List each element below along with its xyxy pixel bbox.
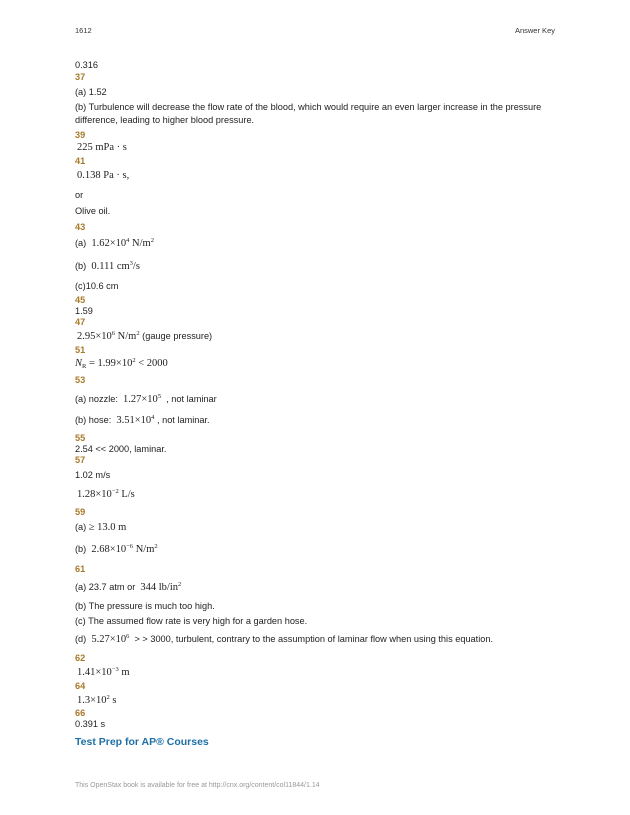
problem-number-53: 53	[75, 375, 86, 385]
answer-39: 225 mPa · s	[77, 142, 127, 153]
problem-number-55: 55	[75, 433, 86, 443]
answer-37b: (b) Turbulence will decrease the flow rate of the blood, which would require an even larger increase in the pressure difference, leading to higher blood pressure.	[75, 102, 542, 125]
answer-57-flow: $1.28\times 10^{-2}$ L/s	[77, 488, 135, 500]
answer-53b-value: $3.51\times 10^4$	[116, 414, 155, 426]
answer-59b-label: (b)	[75, 544, 87, 554]
problem-number-66: 66	[75, 708, 86, 718]
answer-61b: (b) The pressure is much too high.	[75, 601, 215, 611]
page-number: 1612	[75, 26, 92, 35]
answer-43b-value: 0.111 $cm^3/s$	[91, 260, 140, 272]
problem-number-43: 43	[75, 222, 86, 232]
answer-53b	[75, 415, 210, 426]
answer-61d-tail: > > 3000, turbulent, contrary to the assumption of laminar flow when using this equation.	[134, 634, 494, 644]
answer-37a: (a) 1.52	[75, 87, 107, 97]
problem-number-57: 57	[75, 455, 86, 465]
problem-number-37: 37	[75, 72, 86, 82]
answer-61c: (c) The assumed flow rate is very high for a garden hose.	[75, 616, 308, 626]
page-footer: This OpenStax book is available for free at http://cnx.org/content/col11844/1.14	[75, 782, 320, 789]
problem-number-39: 39	[75, 130, 86, 140]
answer-61a-value: 344 $lb/in^2$	[140, 581, 182, 593]
answer-61a	[75, 582, 181, 593]
answer-53a	[75, 394, 217, 405]
answer-47-note: (gauge pressure)	[142, 331, 213, 341]
problem-number-51: 51	[75, 345, 86, 355]
running-header: Answer Key	[514, 26, 555, 35]
answer-59a	[75, 522, 126, 533]
answer-53a-label: (a) nozzle:	[75, 394, 118, 404]
answer-61d-label: (d)	[75, 634, 87, 644]
problem-number-45: 45	[75, 295, 86, 305]
problem-number-47: 47	[75, 317, 86, 327]
answer-53b-tail: , not laminar.	[156, 415, 210, 425]
answer-41-or: or	[75, 190, 84, 200]
answer-53a-value: $1.27\times 10^5$	[123, 393, 162, 405]
answer-41-alt: Olive oil.	[75, 206, 111, 216]
answer-62: $1.41\times 10^{-3}$ m	[77, 666, 130, 678]
answer-47-value: $2.95\times 10^6$ $N/m^2$	[77, 330, 140, 342]
answer-53a-tail: , not laminar	[166, 394, 217, 404]
answer-43b-label: (b)	[75, 261, 87, 271]
answer-43a-value: $1.62\times 10^4$ $N/m^2$	[91, 237, 154, 249]
answer-41: 0.138 Pa · s,	[77, 170, 130, 181]
answer-59b-value: $2.68\times 10^{-6}$ $N/m^2$	[91, 543, 158, 555]
answer-59b	[75, 544, 158, 555]
answer-61d	[75, 634, 493, 645]
prev-answer: 0.316	[75, 60, 98, 70]
answer-64: $1.3\times 10^2$ s	[77, 694, 117, 706]
problem-number-41: 41	[75, 156, 86, 166]
answer-43c: (c)10.6 cm	[75, 281, 119, 291]
answer-45: 1.59	[75, 306, 93, 316]
answer-53b-label: (b) hose:	[75, 415, 112, 425]
answer-47	[77, 331, 212, 342]
problem-number-61: 61	[75, 564, 86, 574]
answer-51: $N_R = 1.99\times 10^2 < 2000$	[75, 357, 168, 370]
section-heading: Test Prep for AP® Courses	[75, 736, 209, 748]
answer-43a	[75, 238, 154, 249]
answer-59a-label: (a)	[75, 522, 87, 532]
answer-59a-value: ≥ 13.0 m	[88, 522, 127, 533]
problem-number-64: 64	[75, 681, 86, 691]
problem-number-62: 62	[75, 653, 86, 663]
answer-61a-text: (a) 23.7 atm or	[75, 582, 136, 592]
answer-57-speed: 1.02 m/s	[75, 470, 111, 480]
problem-number-59: 59	[75, 507, 86, 517]
answer-43b	[75, 261, 140, 272]
answer-43a-label: (a)	[75, 238, 87, 248]
answer-55: 2.54 << 2000, laminar.	[75, 444, 167, 454]
answer-66: 0.391 s	[75, 719, 106, 729]
answer-61d-value: $5.27\times 10^6$	[91, 633, 130, 645]
